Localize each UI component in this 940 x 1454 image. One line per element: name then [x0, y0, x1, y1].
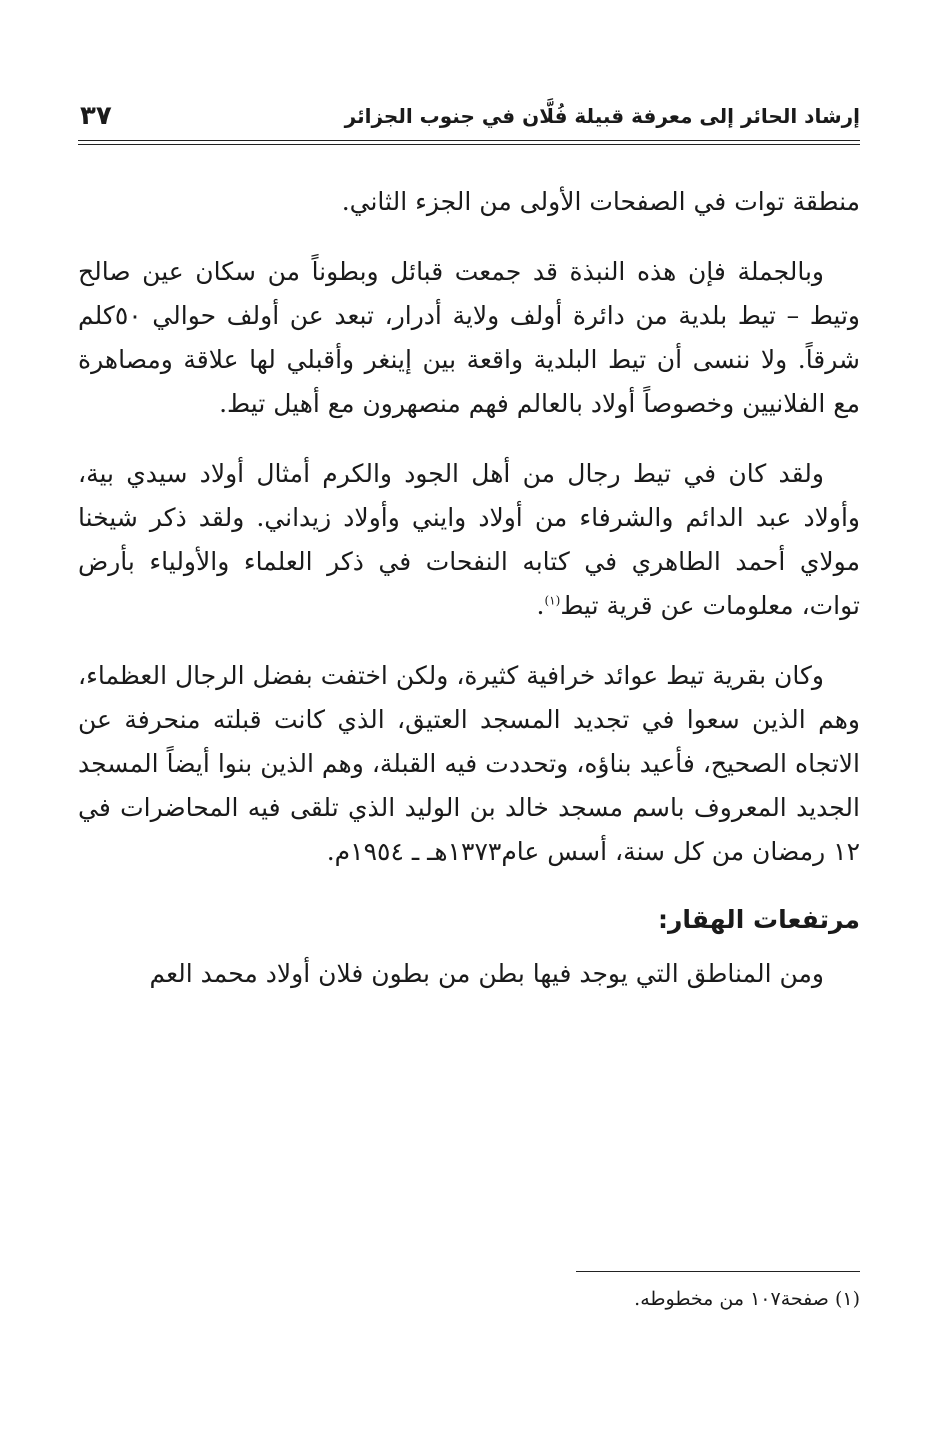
paragraph-hoggar: ومن المناطق التي يوجد فيها بطن من بطون فلان أولاد محمد العم: [149, 959, 824, 988]
paragraph-mosque: وكان بقرية تيط عوائد خرافية كثيرة، ولكن اختفت بفضل الرجال العظماء، وهم الذين سعوا في تجديد المسجد العتيق، الذي كانت قبلته منحرفة عن الاتجاه الصحيح، فأعيد بناؤه، وتحددت فيه القبلة، وهم الذين بنوا أيضاً المسجد الجديد المعروف باسم مسجد خالد بن الوليد الذي تلقى فيه المحاضرات في ١٢ رمضان من كل سنة، أسس عام١٣٧٣هـ ـ ١٩٥٤م.: [78, 661, 860, 866]
body-text: [78, 180, 860, 996]
paragraph-tail: .: [536, 591, 545, 620]
footnote-reference[interactable]: (١): [544, 593, 561, 608]
section-heading: مرتفعات الهقار:: [658, 905, 860, 934]
paragraph-continuation: منطقة توات في الصفحات الأولى من الجزء الثاني.: [341, 187, 860, 216]
paragraph-text: ولقد كان في تيط رجال من أهل الجود والكرم أمثال أولاد سيدي بية، وأولاد عبد الدائم والشرفاء من أولاد وايني وأولاد زيداني. ولقد ذكر شيخنا مولاي أحمد الطاهري في كتابه النفحات في ذكر العلماء والأولياء بأرض توات، معلومات عن قرية تيط: [78, 459, 860, 620]
book-page: [78, 0, 860, 1454]
footnote-separator: [576, 1271, 860, 1272]
running-title: إرشاد الحائر إلى معرفة قبيلة فُلَّان في جنوب الجزائر: [344, 104, 860, 128]
page-number: ٣٧: [80, 101, 112, 131]
running-header: [78, 96, 860, 136]
footnote: (١) صفحة١٠٧ من مخطوطه.: [634, 1288, 860, 1310]
paragraph-tribes-of-tit: وبالجملة فإن هذه النبذة قد جمعت قبائل وبطوناً من سكان عين صالح وتيط – تيط بلدية من دائرة أولف ولاية أدرار، تبعد عن أولف حوالي ٥٠كلم شرقاً. ولا ننسى أن تيط البلدية واقعة بين إينغر وأقبلي لها علاقة ومصاهرة مع الفلانيين وخصوصاً أولاد بالعالم فهم منصهرون مع أهيل تيط.: [78, 257, 860, 418]
paragraph-men-of-tit: [78, 452, 860, 628]
header-double-rule: [78, 140, 860, 145]
